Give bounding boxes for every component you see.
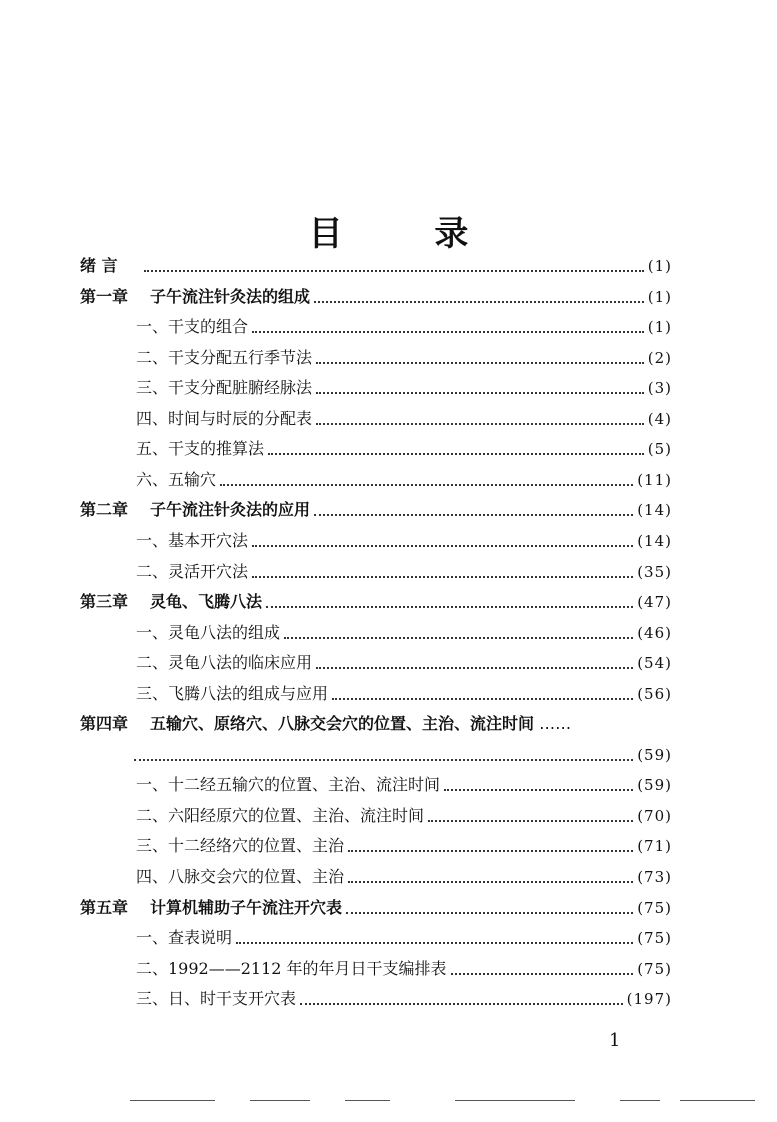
- section-title: 二、灵活开穴法: [136, 561, 249, 581]
- chapter-title: 子午流注针灸法的应用: [150, 500, 311, 520]
- toc-entry-label: [136, 531, 250, 551]
- section-title: 二、六阳经原穴的位置、主治、流注时间: [136, 805, 425, 825]
- footer-rule: [250, 1100, 310, 1101]
- chapter-title: 子午流注针灸法的组成: [150, 286, 311, 306]
- toc-section-row: [136, 431, 672, 459]
- toc-page-number: (47): [637, 593, 672, 612]
- toc-entry-label: [136, 348, 314, 368]
- leader-dots: [348, 880, 633, 883]
- toc-page-number: (3): [647, 379, 672, 398]
- toc-page-number: (59): [637, 776, 672, 795]
- section-title: 三、日、时干支开穴表: [136, 989, 297, 1009]
- toc-entry-label: [136, 562, 250, 582]
- toc-section-row: [136, 676, 672, 704]
- toc-section-row: [136, 615, 672, 643]
- toc-entry-label: [136, 470, 218, 490]
- toc-section-row: [136, 370, 672, 398]
- chapter-title: 五输穴、原络穴、八脉交会穴的位置、主治、流注时间: [150, 714, 535, 734]
- toc-page-number: (5): [647, 440, 672, 459]
- toc-page-number: (14): [637, 531, 672, 550]
- toc-page-number: (197): [626, 990, 672, 1009]
- toc-entry-label: [136, 836, 346, 856]
- toc-page-number: (11): [637, 470, 672, 489]
- leader-dots: [346, 911, 633, 914]
- section-title: 六、五输穴: [136, 469, 217, 489]
- footer-rule: [130, 1100, 215, 1101]
- toc-entry-label: [136, 409, 314, 429]
- chapter-number: 第一章: [80, 286, 129, 306]
- toc-entry-label: [80, 256, 142, 276]
- section-title: 一、查表说明: [136, 928, 233, 948]
- section-title: 三、飞腾八法的组成与应用: [136, 683, 329, 703]
- leader-dots: [134, 758, 633, 761]
- toc-entry-label: [136, 928, 234, 948]
- footer-rule: [680, 1100, 755, 1101]
- chapter-title: 计算机辅助子午流注开穴表: [150, 897, 343, 917]
- toc-section-row: [136, 920, 672, 948]
- section-title: 二、灵龟八法的临床应用: [136, 653, 313, 673]
- toc-section-row: [136, 340, 672, 368]
- chapter-number: 第四章: [80, 714, 129, 734]
- toc-page-number: (73): [637, 868, 672, 886]
- toc-page-number: (35): [637, 562, 672, 581]
- toc-page-number: (56): [637, 684, 672, 703]
- toc-entry-label: [136, 806, 426, 826]
- leader-dots: [266, 605, 633, 608]
- leader-dots: [252, 330, 644, 333]
- chapter-number: 第三章: [80, 592, 129, 612]
- section-title: 五、干支的推算法: [136, 439, 265, 459]
- leader-dots: [284, 636, 633, 639]
- leader-dots: [144, 269, 644, 272]
- toc-entry-label: [136, 623, 282, 643]
- toc-entry-label: [80, 898, 344, 918]
- section-title: 二、1992——2112 年的年月日干支编排表: [136, 958, 447, 978]
- toc-entry-label: [80, 592, 264, 612]
- toc-continuation-row: [132, 737, 672, 765]
- section-title: 四、时间与时辰的分配表: [136, 408, 313, 428]
- toc-entry-label: [136, 959, 449, 979]
- leader-dots: [316, 422, 644, 425]
- leader-dots: [428, 819, 633, 822]
- toc-page-number: (1): [647, 287, 672, 306]
- toc-chapter-row: [80, 584, 672, 612]
- leader-dots: [348, 849, 633, 852]
- toc-entry-label: [136, 653, 314, 673]
- chapter-number: 第五章: [80, 897, 129, 917]
- leader-dots: [252, 575, 633, 578]
- page-title: 目 录: [308, 214, 509, 254]
- section-title: 三、干支分配脏腑经脉法: [136, 378, 313, 398]
- chapter-trailing-dots: ……: [534, 714, 572, 734]
- toc-page-number: (75): [637, 898, 672, 917]
- toc-page-number: (71): [637, 837, 672, 856]
- toc-chapter-row: [80, 492, 672, 520]
- section-title: 四、八脉交会穴的位置、主治: [136, 867, 345, 886]
- section-title: 三、十二经络穴的位置、主治: [136, 836, 345, 856]
- toc-section-row: [136, 828, 672, 856]
- toc-page-number: (75): [637, 959, 672, 978]
- toc-entry-label: [136, 989, 298, 1009]
- leader-dots: [316, 361, 644, 364]
- toc-page-number: (75): [637, 929, 672, 948]
- toc-page-number: (46): [637, 623, 672, 642]
- toc-page-number: (59): [637, 745, 672, 764]
- leader-dots: [300, 1002, 623, 1005]
- leader-dots: [252, 544, 633, 547]
- section-title: 一、灵龟八法的组成: [136, 622, 281, 642]
- toc-section-row: [136, 554, 672, 582]
- leader-dots: [332, 697, 633, 700]
- toc-chapter-row: [80, 279, 672, 307]
- toc-page-number: (54): [637, 654, 672, 673]
- toc-entry-label: [136, 378, 314, 398]
- leader-dots: [444, 788, 633, 791]
- toc-entry-label: [80, 714, 573, 734]
- toc-section-row: [136, 523, 672, 551]
- footer-rule: [345, 1100, 390, 1101]
- toc-page-number: (2): [647, 348, 672, 367]
- toc-section-row: [136, 798, 672, 826]
- section-title: 一、十二经五输穴的位置、主治、流注时间: [136, 775, 441, 795]
- section-title: 一、基本开穴法: [136, 530, 249, 550]
- toc-section-row: [136, 981, 672, 1009]
- toc-entry-label: [136, 439, 266, 459]
- leader-dots: [314, 513, 633, 516]
- toc-section-row: [136, 309, 672, 337]
- toc-section-row: [136, 859, 672, 887]
- toc-section-row: [136, 645, 672, 673]
- leader-dots: [236, 941, 633, 944]
- toc-entry-label: [136, 684, 330, 704]
- section-title: 二、干支分配五行季节法: [136, 347, 313, 367]
- toc-page-number: (14): [637, 501, 672, 520]
- leader-dots: [316, 391, 644, 394]
- toc-section-row: [136, 767, 672, 795]
- leader-dots: [314, 300, 644, 303]
- toc-entry-label: [80, 287, 312, 307]
- leader-dots: [316, 666, 633, 669]
- leader-dots: [268, 452, 644, 455]
- toc-chapter-row: [80, 890, 672, 918]
- footer-rule: [620, 1100, 660, 1101]
- chapter-title: 灵龟、飞腾八法: [150, 592, 263, 612]
- toc-page-number: (1): [647, 318, 672, 337]
- leader-dots: [220, 483, 633, 486]
- toc-entry-label: [80, 500, 312, 520]
- chapter-number: 第二章: [80, 500, 129, 520]
- leader-dots: [451, 972, 634, 975]
- toc-page-number: (4): [647, 409, 672, 428]
- toc-page-number: (70): [637, 806, 672, 825]
- toc-section-row: [136, 951, 672, 979]
- toc-chapter-row: [80, 706, 672, 734]
- toc-page-number: (1): [647, 257, 672, 275]
- footer-rule: [455, 1100, 575, 1101]
- toc-section-row: [136, 401, 672, 429]
- chapter-number: 绪 言: [80, 256, 118, 275]
- page-number: 1: [609, 1030, 621, 1051]
- toc-entry-label: [136, 317, 250, 337]
- toc-chapter-row: [80, 248, 672, 276]
- toc-entry-label: [136, 775, 442, 795]
- section-title: 一、干支的组合: [136, 317, 249, 337]
- toc-entry-label: [136, 867, 346, 887]
- toc-section-row: [136, 462, 672, 490]
